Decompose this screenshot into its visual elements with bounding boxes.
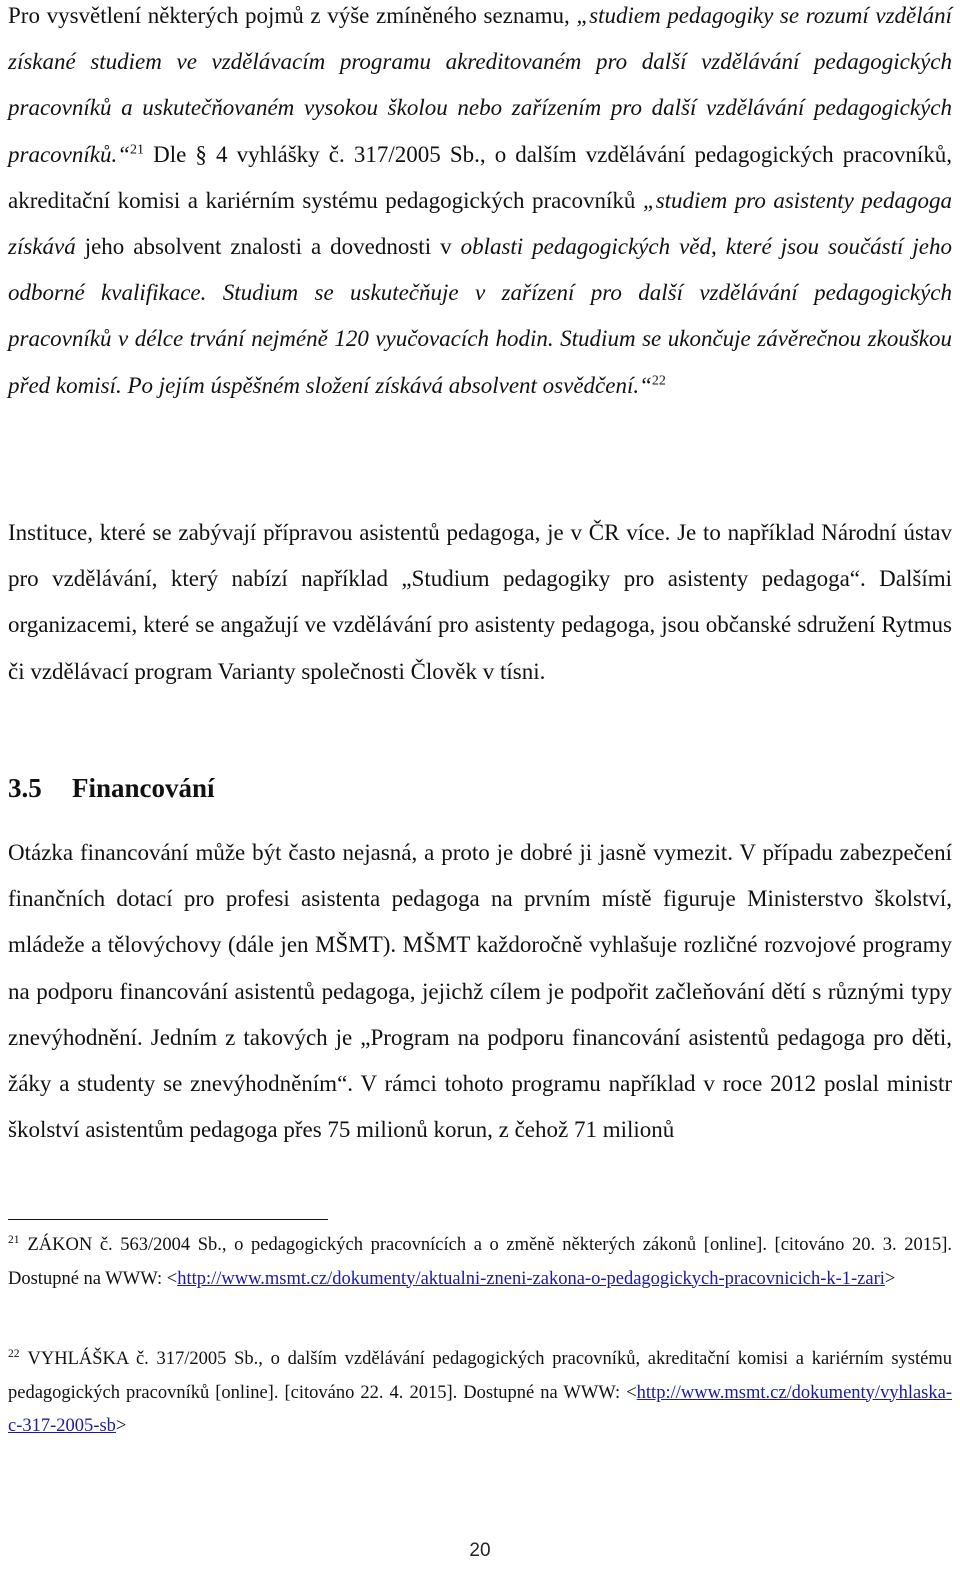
paragraph-text: jeho absolvent znalosti a dovednosti v: [75, 234, 461, 260]
paragraph-financing: Otázka financování může být často nejasná, a proto je dobré ji jasně vymezit. V případu zabezpečení finančních dotací pro profesi asistenta pedagoga na prvním místě figuruje Ministerstvo školství, mládeže a tělovýchovy (dále jen MŠMT). MŠMT každoročně vyhlašuje rozličné rozvojové programy na podporu financování asistentů pedagoga, jejichž cílem je podpořit začleňování dětí s různými typy znevýhodnění. Jedním z takových je „Program na podporu financování asistentů pedagoga pro děti, žáky a studenty se znevýhodněním“. V rámci tohoto programu například v roce 2012 poslal ministr školství asistentům pedagoga přes 75 milionů korun, z čehož 71 milionů: [8, 840, 952, 1143]
footnote-text-end: >: [115, 1416, 127, 1436]
footnote-text: ZÁKON č. 563/2004 Sb., o pedagogických pracovnících a o změně některých zákonů [online]. [citováno 20. 3. 2015]. Dostupné na WWW: <: [8, 1235, 952, 1289]
footnote-link[interactable]: http://www.msmt.cz/dokumenty/vyhlaska-c-317-2005-sb: [8, 1382, 952, 1436]
footnote-text: VYHLÁŠKA č. 317/2005 Sb., o dalším vzdělávání pedagogických pracovníků, akreditační komisi a kariérním systému pedagogických pracovníků [online]. [citováno 22. 4. 2015]. Dostupné na WWW: <: [8, 1349, 952, 1403]
section-title: Financování: [72, 773, 215, 803]
footnote-mark: 22: [8, 1347, 20, 1360]
section-number: 3.5: [8, 773, 42, 803]
footnote-text-end: >: [884, 1268, 896, 1289]
paragraph-definitions: [8, 0, 952, 409]
paragraph-text: Pro vysvětlení některých pojmů z výše zmíněného seznamu,: [8, 3, 577, 28]
quote-pedagogy-study: „studiem pedagogiky se rozumí vzdělání získané studiem ve vzdělávacím programu akreditovaném pro další vzdělávání pedagogických pracovníků a uskutečňovaném vysokou školou nebo zařízením pro další vzdělávání pedagogických pracovníků.“: [8, 3, 953, 167]
paragraph-text: Dle § 4 vyhlášky č. 317/2005 Sb., o dalším vzdělávání pedagogických pracovníků, akreditační komisi a kariérním systému pedagogických pracovníků: [8, 141, 952, 213]
footnote-21: [8, 1229, 952, 1296]
footnote-ref-21[interactable]: 21: [130, 141, 145, 157]
section-heading: [8, 768, 215, 808]
footnote-link[interactable]: http://www.msmt.cz/dokumenty/aktualni-zneni-zakona-o-pedagogickych-pracovnicich-k-1-zari: [177, 1268, 885, 1289]
footnote-mark: 21: [8, 1233, 20, 1246]
quote-assistant-study: „studiem pro asistenty pedagoga získává: [8, 187, 953, 260]
footnote-22: [8, 1343, 952, 1444]
footnote-divider: [8, 1219, 328, 1220]
quote-assistant-study-cont: oblasti pedagogických věd, které jsou součástí jeho odborné kvalifikace. Studium se uskutečňuje v zařízení pro další vzdělávání pedagogických pracovníků v délce trvání nejméně 120 vyučovacích hodin. Studium se ukončuje závěrečnou zkouškou před komisí. Po jejím úspěšném složení získává absolvent osvědčení.“: [8, 234, 952, 398]
paragraph-institutions: Instituce, které se zabývají přípravou asistentů pedagoga, je v ČR více. Je to například Národní ústav pro vzdělávání, který nabízí například „Studium pedagogiky pro asistenty pedagoga“. Dalšími organizacemi, které se angažují ve vzdělávání pro asistenty pedagoga, jsou občanské sdružení Rytmus či vzdělávací program Varianty společnosti Člověk v tísni.: [8, 520, 952, 684]
page-number: 20: [469, 1540, 491, 1561]
footnote-ref-22[interactable]: 22: [651, 372, 666, 388]
